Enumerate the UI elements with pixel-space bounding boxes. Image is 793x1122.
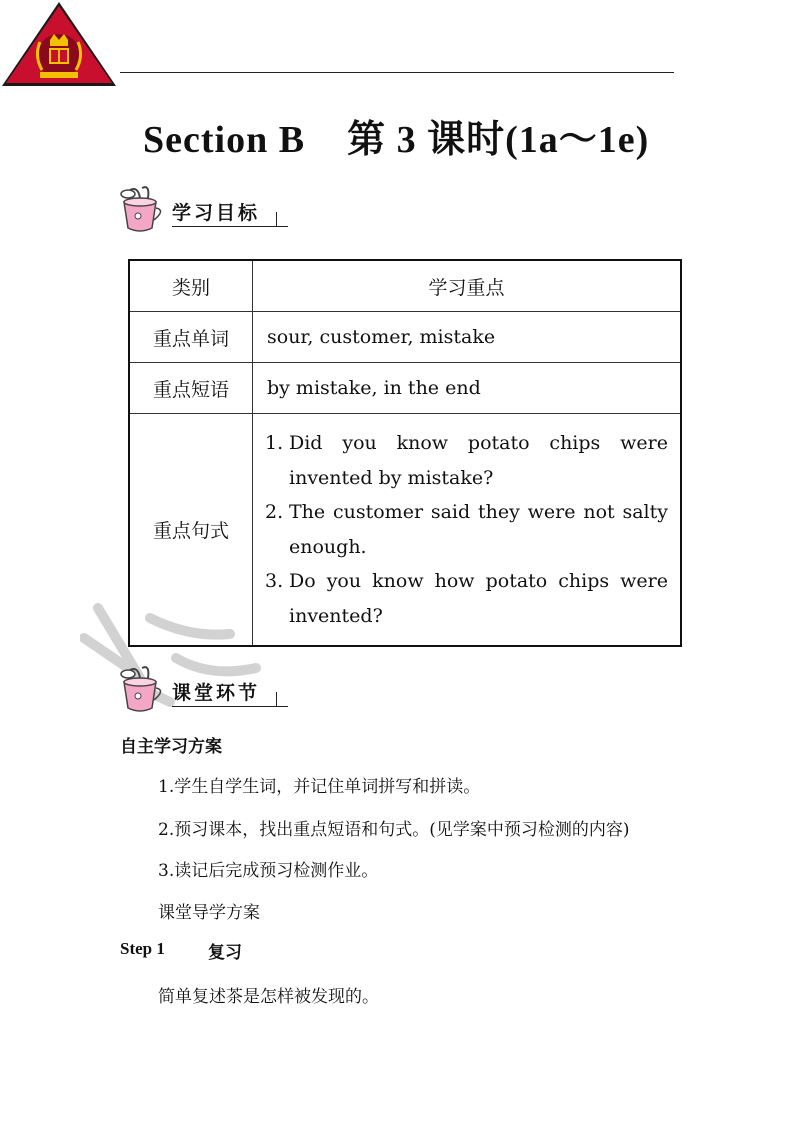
step1-text: 简单复述茶是怎样被发现的。	[158, 987, 379, 1007]
heading-underline	[172, 706, 288, 707]
sentence-list	[253, 414, 682, 647]
header-points: 学习重点	[253, 260, 682, 312]
list-item	[265, 495, 668, 564]
class-heading	[116, 664, 296, 714]
cup-icon	[116, 664, 168, 714]
class-heading-label: 课堂环节	[172, 682, 261, 704]
guide-title: 课堂导学方案	[158, 903, 260, 923]
table-row	[129, 363, 681, 414]
goals-heading	[116, 184, 296, 234]
sentence-text: Did you know potato chips were invented by mistake?	[289, 432, 668, 489]
self-study-item: 2.预习课本，找出重点短语和句式。(见学案中预习检测的内容)	[158, 820, 630, 840]
row-category: 重点单词	[129, 312, 253, 363]
row-category: 重点句式	[129, 414, 253, 647]
heading-tick	[276, 212, 277, 226]
row-content: sour, customer, mistake	[253, 312, 682, 363]
self-study-title: 自主学习方案	[120, 737, 222, 757]
row-content: by mistake, in the end	[253, 363, 682, 414]
list-item	[265, 564, 668, 633]
sentence-number: 3.	[265, 570, 284, 592]
section-title	[143, 108, 649, 163]
step1-label: Step 1	[120, 939, 165, 958]
header-category: 类别	[129, 260, 253, 312]
self-study-item: 3.读记后完成预习检测作业。	[158, 861, 379, 881]
section-title-part2: 第 3 课时(1a～1e)	[347, 119, 650, 161]
table-header-row	[129, 260, 681, 312]
key-points-table	[128, 259, 682, 647]
self-study-item: 1.学生自学生词，并记住单词拼写和拼读。	[158, 777, 481, 797]
sentence-text: The customer said they were not salty enough.	[289, 501, 668, 558]
heading-tick	[276, 692, 277, 706]
sentence-number: 1.	[265, 432, 284, 454]
step1-title: 复习	[208, 943, 242, 963]
header-rule	[120, 72, 674, 73]
table-row	[129, 312, 681, 363]
cup-icon	[116, 184, 168, 234]
row-category: 重点短语	[129, 363, 253, 414]
section-title-part1: Section B	[143, 119, 306, 161]
goals-heading-label: 学习目标	[172, 202, 261, 224]
school-logo-icon	[0, 0, 118, 88]
sentence-text: Do you know how potato chips were invented?	[289, 570, 668, 627]
list-item	[265, 426, 668, 495]
sentence-number: 2.	[265, 501, 284, 523]
heading-underline	[172, 226, 288, 227]
